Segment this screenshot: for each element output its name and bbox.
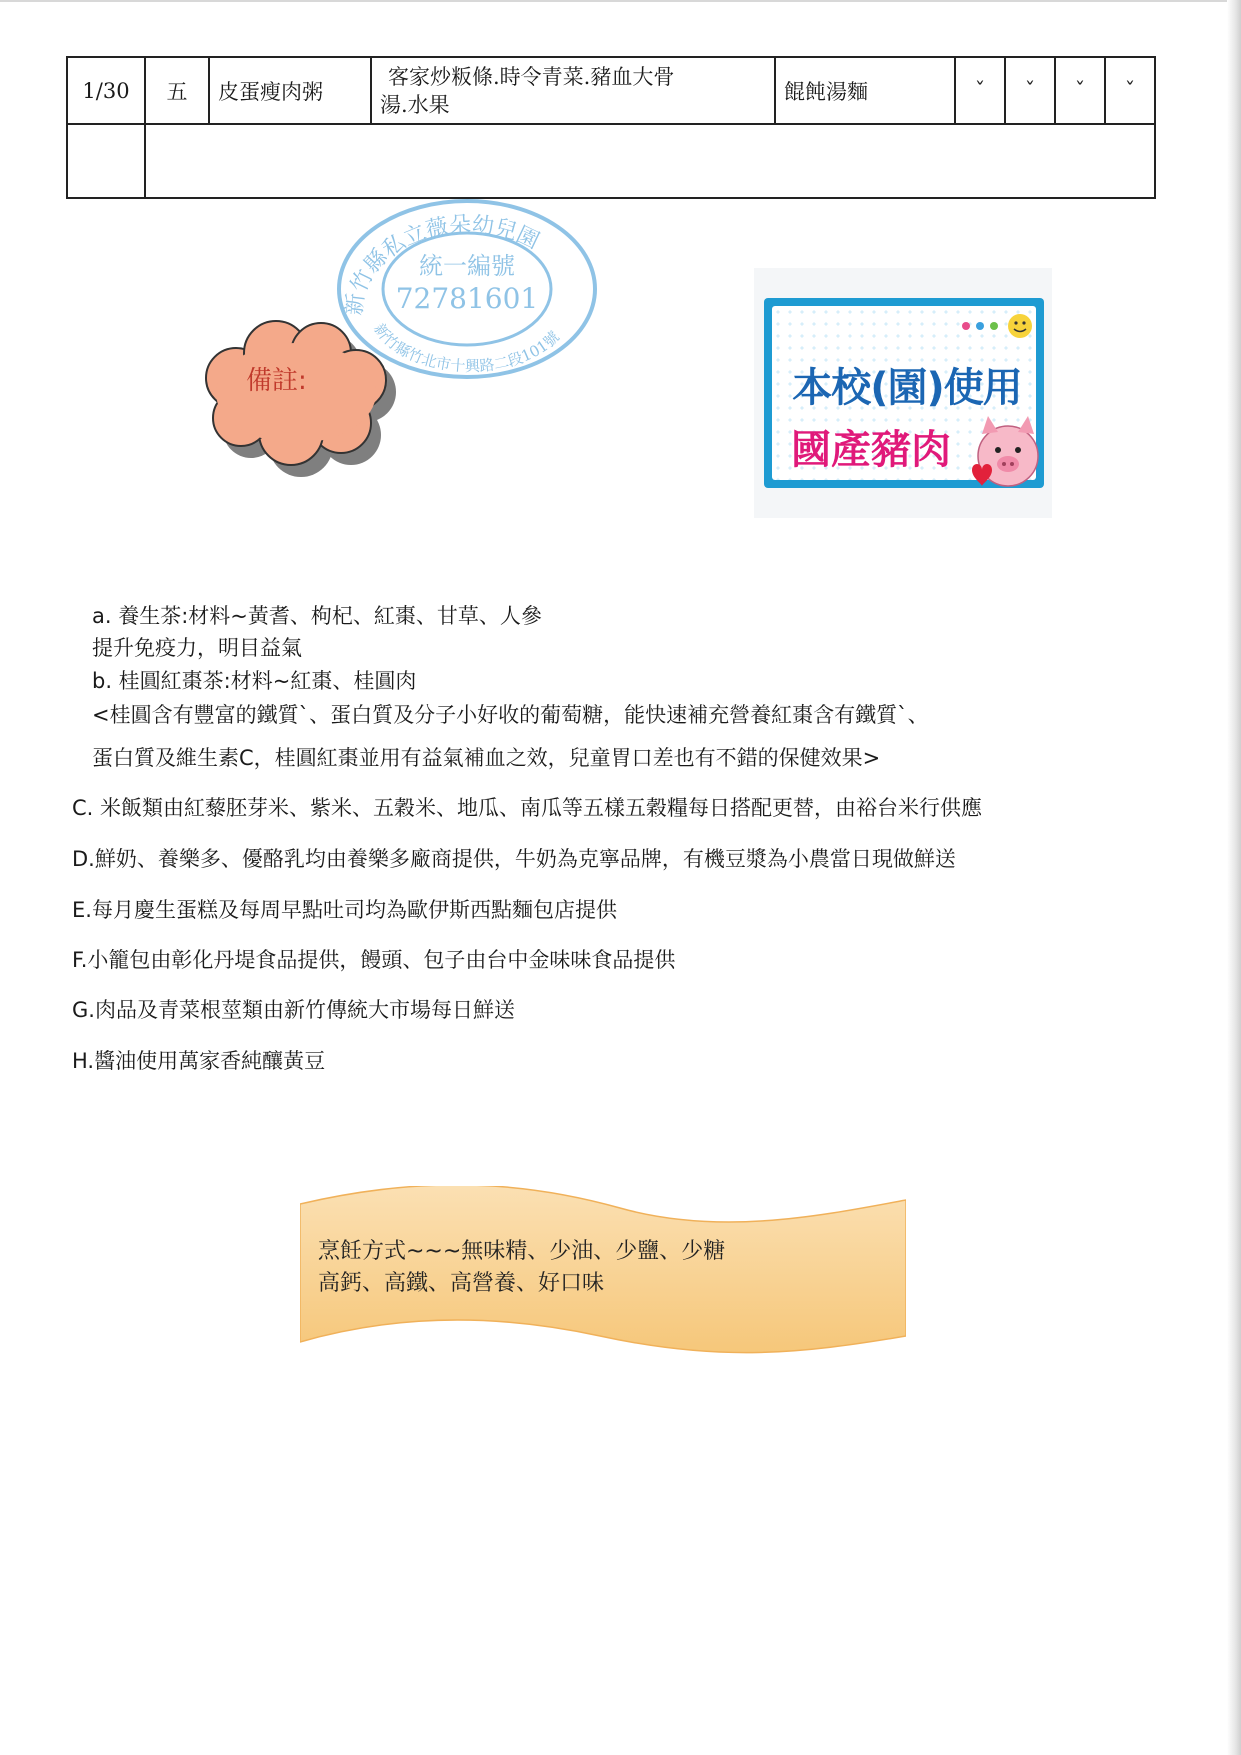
pork-label-line2: 國產豬肉 — [791, 427, 951, 473]
note-b-title: b. 桂圓紅棗茶:材料~紅棗、桂圓肉 — [92, 669, 417, 693]
pork-label-line1: 本校(園)使用 — [792, 365, 1022, 411]
remark-label: 備註: — [246, 366, 307, 396]
note-a-title: a. 養生茶:材料~黃耆、枸杞、紅棗、甘草、人參 — [92, 604, 542, 628]
cooking-line-1: 烹飪方式~~~無味精、少油、少鹽、少糖 — [318, 1239, 726, 1264]
check-cell: ˇ — [955, 57, 1005, 124]
domestic-pork-label — [754, 268, 1052, 518]
note-f: F.小籠包由彰化丹堤食品提供，饅頭、包子由台中金味味食品提供 — [72, 948, 676, 972]
stamp-school-name: 新竹縣私立薇朵幼兒園 — [342, 212, 543, 317]
breakfast-cell: 皮蛋瘦肉粥 — [209, 57, 371, 124]
check-cell: ˇ — [1055, 57, 1105, 124]
date-cell: 1/30 — [67, 57, 145, 124]
stamp-id-label: 統一編號 — [419, 252, 515, 280]
note-g: G.肉品及青菜根莖類由新竹傳統大市場每日鮮送 — [72, 998, 515, 1022]
note-h: H.醬油使用萬家香純釀黃豆 — [72, 1049, 326, 1073]
lunch-line-1: 客家炒粄條.時令青菜.豬血大骨 — [388, 64, 675, 89]
snack-cell: 餛飩湯麵 — [775, 57, 955, 124]
note-c: C. 米飯類由紅藜胚芽米、紫米、五穀米、地瓜、南瓜等五樣五穀糧每日搭配更替，由裕台米行供應 — [72, 796, 983, 820]
note-b-desc-1: <桂圓含有豐富的鐵質`、蛋白質及分子小好收的葡萄糖，能快速補充營養紅棗含有鐵質`、 — [92, 703, 929, 727]
stamp-address: 新竹縣竹北市十興路二段101號 — [370, 320, 563, 376]
empty-cell — [145, 124, 1155, 198]
lunch-cell — [371, 57, 775, 124]
cooking-text — [318, 1236, 725, 1300]
table-row — [67, 57, 1155, 124]
weekday-cell: 五 — [145, 57, 209, 124]
cooking-line-2: 高鈣、高鐵、高營養、好口味 — [318, 1271, 605, 1296]
scan-top-edge — [0, 0, 1241, 2]
pig-icon — [968, 408, 1044, 494]
stamp-id-number: 72781601 — [395, 282, 539, 315]
table-row — [67, 124, 1155, 198]
check-cell: ˇ — [1105, 57, 1155, 124]
smiley-icon — [958, 312, 1036, 342]
note-b-desc-2: 蛋白質及維生素C，桂圓紅棗並用有益氣補血之效，兒童胃口差也有不錯的保健效果> — [92, 746, 881, 770]
note-e: E.每月慶生蛋糕及每周早點吐司均為歐伊斯西點麵包店提供 — [72, 898, 617, 922]
remark-cloud — [196, 318, 416, 478]
menu-table — [66, 56, 1156, 199]
check-cell: ˇ — [1005, 57, 1055, 124]
note-a-desc: 提升免疫力，明目益氣 — [92, 636, 302, 660]
note-d: D.鮮奶、養樂多、優酪乳均由養樂多廠商提供，牛奶為克寧品牌，有機豆漿為小農當日現做鮮送 — [72, 847, 956, 871]
empty-cell — [67, 124, 145, 198]
lunch-line-2: 湯.水果 — [380, 92, 450, 117]
scan-right-edge — [1227, 0, 1241, 1755]
